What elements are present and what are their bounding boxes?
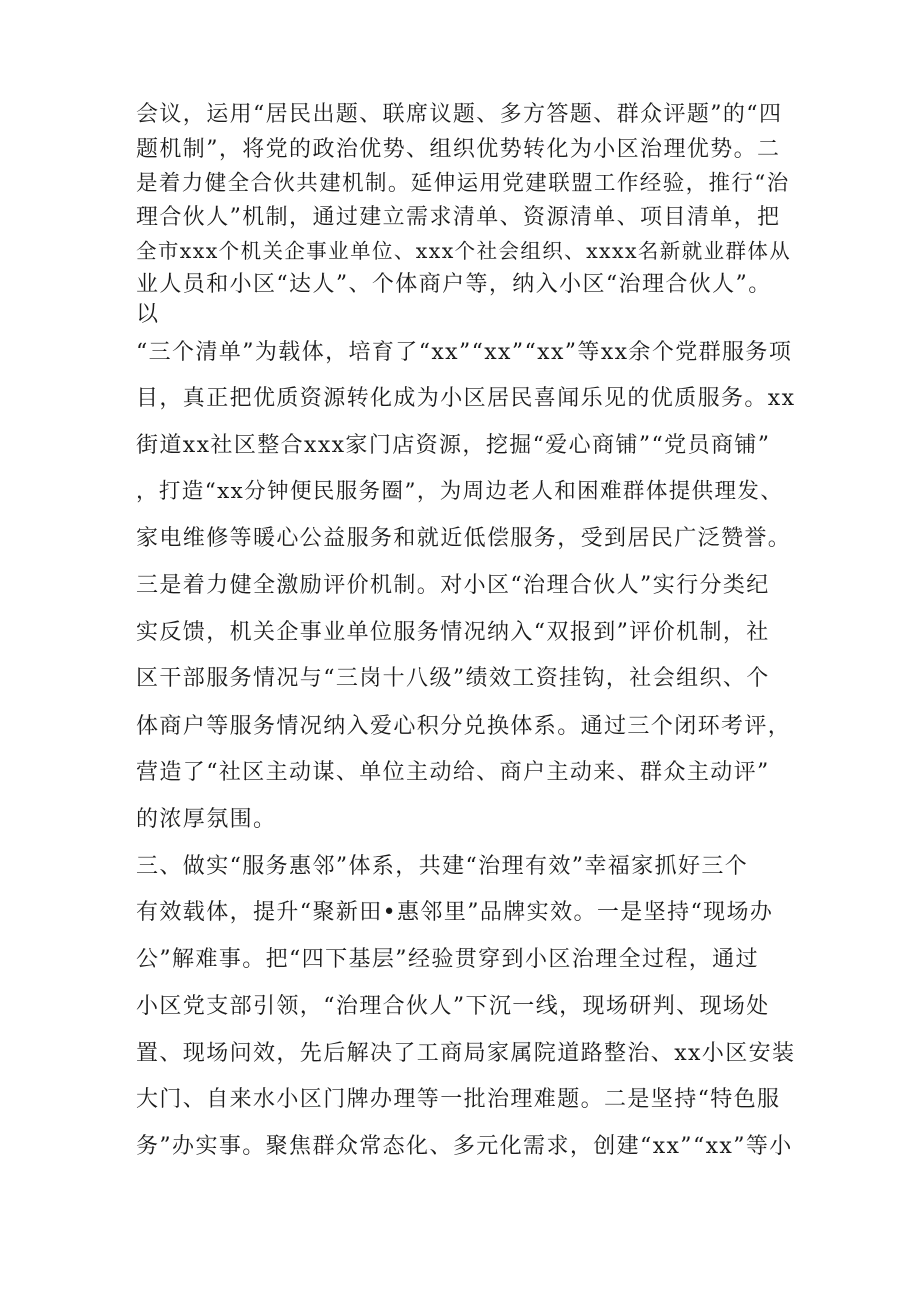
text-line: 目，真正把优质资源转化成为小区居民喜闻乐见的优质服务。xx — [136, 386, 796, 411]
text-line: 三、做实“服务惠邻”体系，共建“治理有效”幸福家抓好三个 — [136, 854, 749, 879]
text-line: 体商户等服务情况纳入爱心积分兑换体系。通过三个闭环考评， — [136, 714, 792, 739]
text-line: 理合伙人”机制，通过建立需求清单、资源清单、项目清单，把 — [136, 205, 781, 230]
text-line: 的浓厚氛围。 — [136, 807, 277, 832]
text-line: 业人员和小区“达人”、个体商户等，纳入小区“治理合伙人”。 — [136, 272, 772, 297]
text-line: 题机制”，将党的政治优势、组织优势转化为小区治理优势。二 — [136, 137, 781, 162]
text-line: 实反馈，机关企事业单位服务情况纳入“双报到”评价机制，社 — [136, 620, 770, 645]
text-line: “三个清单”为载体，培育了“xx”“xx”“xx”等xx余个党群服务项 — [136, 340, 793, 365]
text-line: 会议，运用“居民出题、联席议题、多方答题、群众评题”的“四 — [136, 102, 783, 127]
text-line: 是着力健全合伙共建机制。延伸运用党建联盟工作经验，推行“治 — [136, 171, 790, 196]
text-line: 三是着力健全激励评价机制。对小区“治理合伙人”实行分类纪 — [136, 573, 770, 598]
text-line: 家电维修等暖心公益服务和就近低偿服务，受到居民广泛赞誉。 — [136, 526, 792, 551]
text-line: 区干部服务情况与“三岗十八级”绩效工资挂钩，社会组织、个 — [136, 666, 770, 691]
text-line: 公”解难事。把“四下基层”经验贯穿到小区治理全过程，通过 — [136, 947, 759, 972]
text-line: 营造了“社区主动谋、单位主动给、商户主动来、群众主动评” — [136, 760, 770, 785]
text-line: 以 — [136, 302, 160, 327]
text-line: 务”办实事。聚焦群众常态化、多元化需求，创建“xx”“xx”等小 — [136, 1134, 793, 1159]
text-line: ，打造“xx分钟便民服务圈”，为周边老人和困难群体提供理发、 — [136, 479, 784, 504]
text-line: 置、现场问效，先后解决了工商局家属院道路整治、xx小区安装 — [136, 1041, 796, 1066]
text-line: 有效载体，提升“聚新田•惠邻里”品牌实效。一是坚持“现场办 — [136, 900, 774, 925]
text-line: 小区党支部引领，“治理合伙人”下沉一线，现场研判、现场处 — [136, 994, 770, 1019]
text-line: 街道xx社区整合xxx家门店资源，挖掘“爱心商铺”“党员商铺” — [136, 433, 771, 458]
text-line: 全市xxx个机关企事业单位、xxx个社会组织、xxxx名新就业群体从 — [136, 239, 792, 263]
text-line: 大门、自来水小区门牌办理等一批治理难题。二是坚持“特色服 — [136, 1087, 781, 1112]
